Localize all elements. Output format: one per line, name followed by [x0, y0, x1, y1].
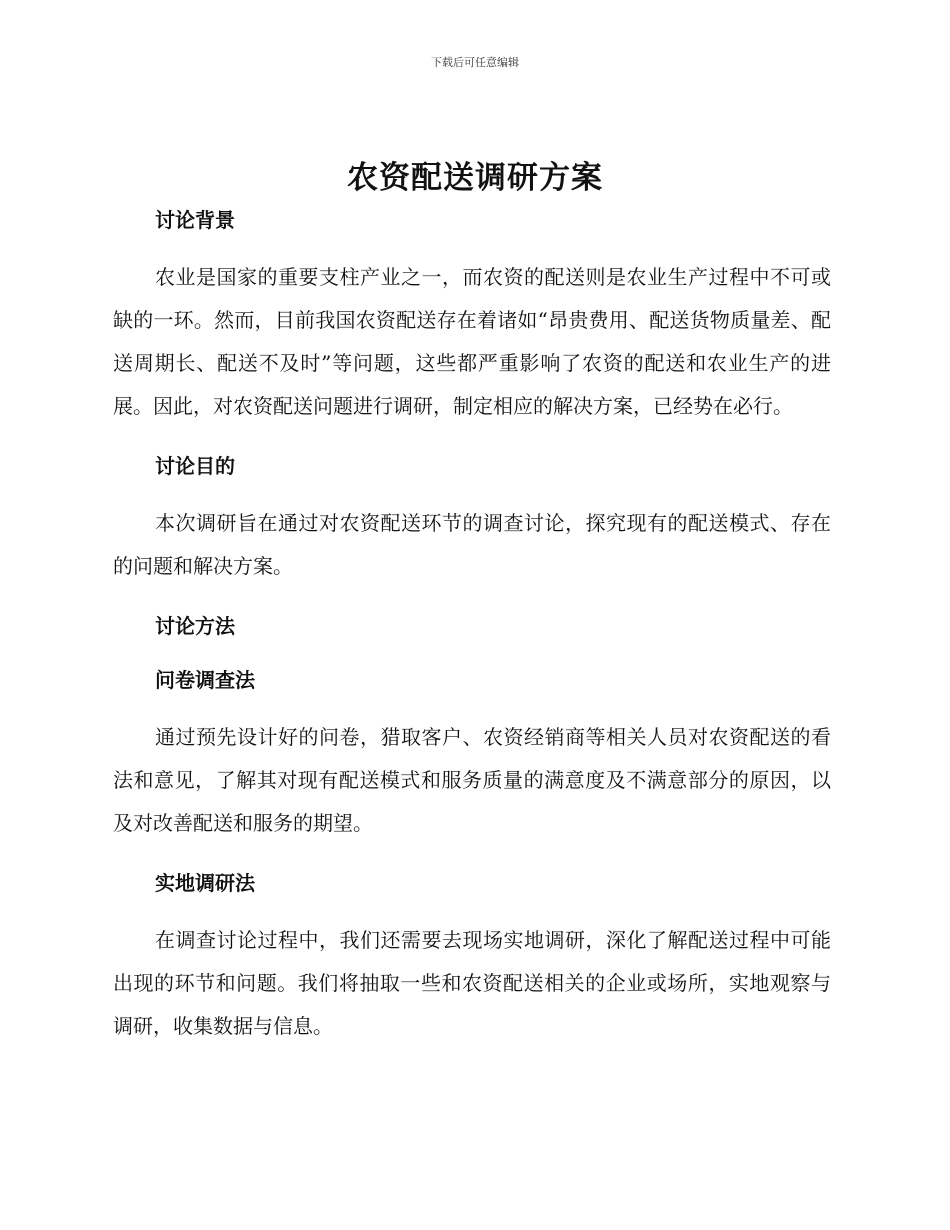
document-body [113, 204, 831, 1048]
section-heading-purpose: 讨论目的 [155, 454, 235, 478]
header-note: 下载后可任意编辑 [431, 56, 519, 69]
section-heading-fieldwork: 实地调研法 [155, 871, 255, 895]
section-heading-questionnaire: 问卷调查法 [155, 668, 255, 692]
section-heading-methods: 讨论方法 [155, 614, 235, 638]
section-paragraph-purpose: 本次调研旨在通过对农资配送环节的调查讨论，探究现有的配送模式、存在的问题和解决方案。 [113, 511, 831, 578]
section-paragraph-questionnaire: 通过预先设计好的问卷，猎取客户、农资经销商等相关人员对农资配送的看法和意见，了解其对现有配送模式和服务质量的满意度及不满意部分的原因，以及对改善配送和服务的期望。 [113, 725, 831, 835]
section-heading-background: 讨论背景 [155, 208, 235, 232]
section-paragraph-background: 农业是国家的重要支柱产业之一，而农资的配送则是农业生产过程中不可或缺的一环。然而，目前我国农资配送存在着诸如“昂贵费用、配送货物质量差、配送周期长、配送不及时”等问题，这些都严重影响了农资的配送和农业生产的进展。因此，对农资配送问题进行调研，制定相应的解决方案，已经势在必行。 [113, 265, 831, 418]
section-paragraph-fieldwork: 在调查讨论过程中，我们还需要去现场实地调研，深化了解配送过程中可能出现的环节和问题。我们将抽取一些和农资配送相关的企业或场所，实地观察与调研，收集数据与信息。 [113, 928, 831, 1038]
document-title: 农资配送调研方案 [347, 160, 603, 196]
